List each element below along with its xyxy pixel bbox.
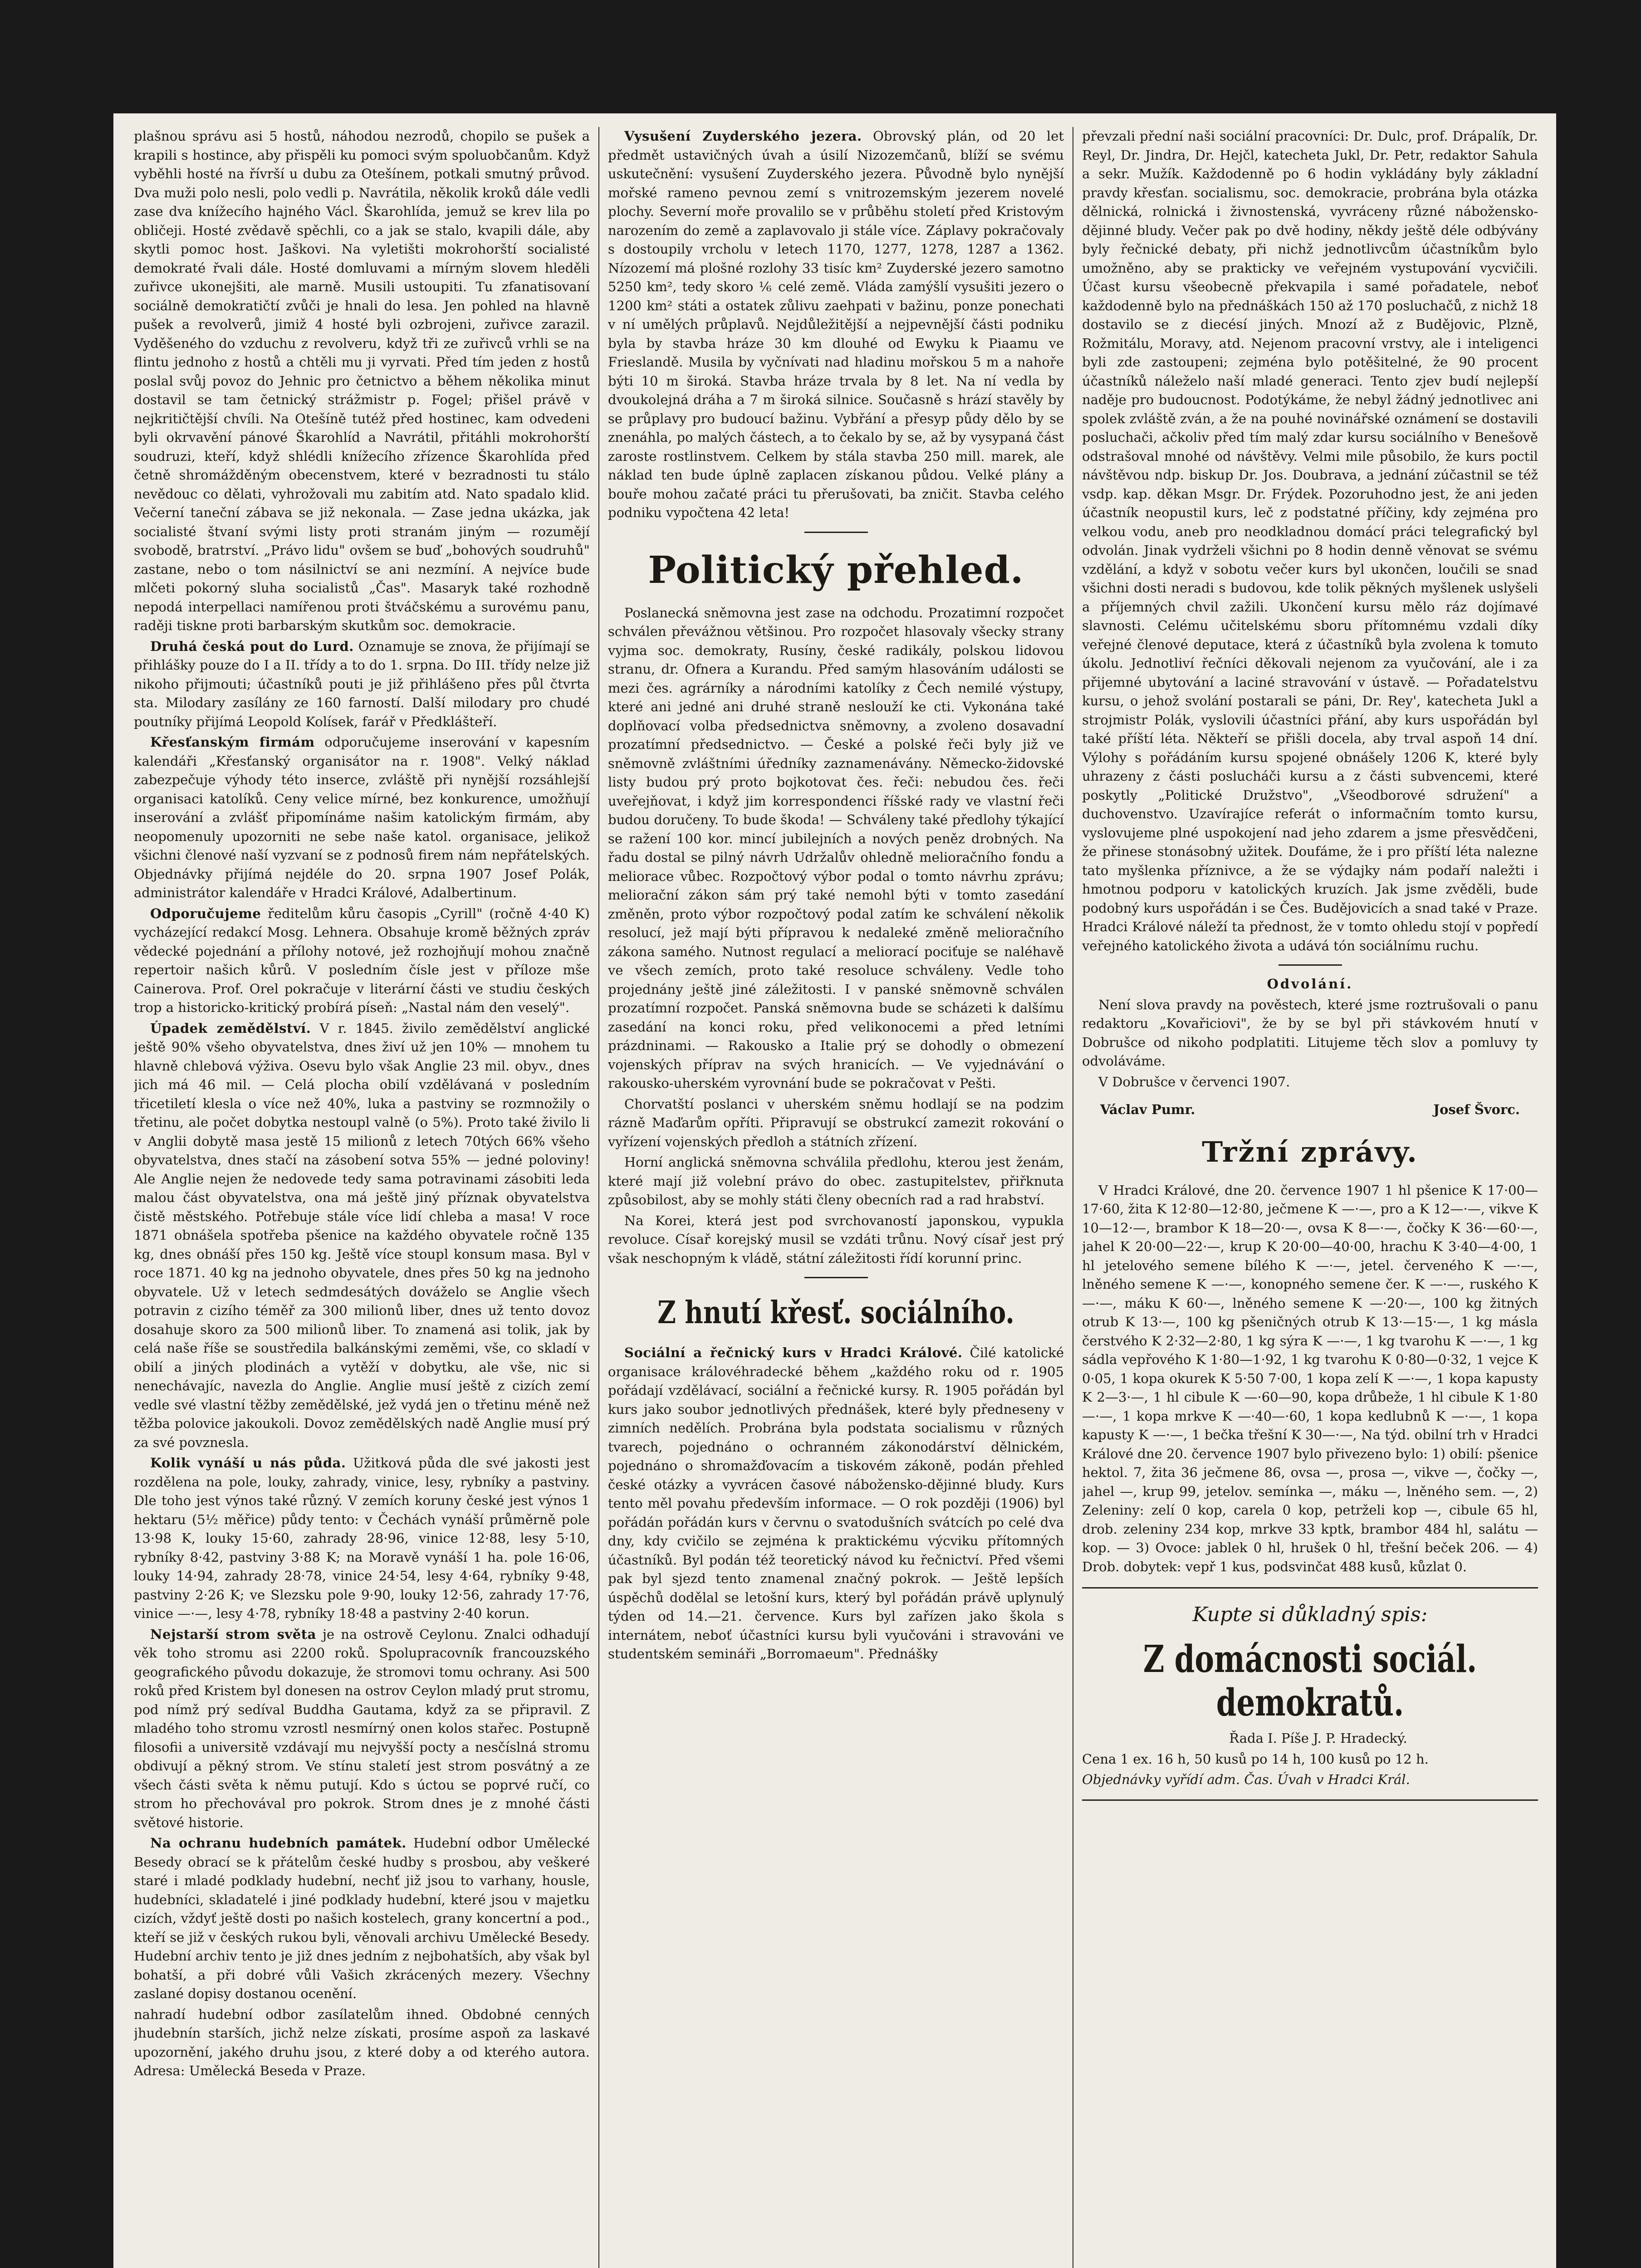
column-3: [1082, 127, 1538, 2268]
article-heading: Sociální a řečnický kurs v Hradci Králové.: [624, 1345, 963, 1360]
market-text: V Hradci Králové, dne 20. července 1907 1 hl pšenice K 17·00—17·60, žita K 12·80—12·80, ječmene K —·—, pro a K 12—·—, vikve K 10—12·—, brambor K 18—20·—, ovsa K 8—·—, čočky K 36·—60·—, jahel K 20·00—22·—, krup K 20·00—40·00, hrachu K 3·40—4·00, 1 hl jetelového semene bílého K —·—, jetel. červeného K —·—, lněného semene K —·—, konopného semene čer. K —·—, ruského K —·—, máku K 60·—, lněného semene K —·20·—, 100 kg žitných otrub K 13·—, 100 kg pšeničných otrub K 13·—15·—, 1 kg másla čerstvého K 2·32—2·80, 1 kg sýra K —·—, 1 kg tvarohu K —·—, 1 kg sádla vepřového K 1·80—1·92, 1 kg tvarohu K 0·80—0·32, 1 vejce K 0·05, 1 kopa okurek K 5·50 7·00, 1 kopa zelí K —·—, 1 kopa kapusty K 2—3·—, 1 hl cibule K —·60—90, kopa drůbeže, 1 hl cibule K 1·80—·—, 1 kopa mrkve K —·40—·60, 1 kopa kedlubnů K —·—, 1 kopa kapusty K —·—, 1 bečka třešní K 30—·—, Na týd. obilní trh v Hradci Králové dne 20. července 1907 bylo přivezeno bylo: 1) obilí: pšenice hektol. 7, žita 36 ječmene 86, ovsa —, prosa —, vikve —, čočky —, jahel —, krup 99, jetelov. semínka —, máku —, lněného sem. —, 2) Zeleniny: zelí 0 kop, carela 0 kop, petrželi kop —, cibule 65 hl, drob. zeleniny 234 kop, mrkve 33 kptk, brambor 484 hl, salátu — kop. — 3) Ovoce: jablek 0 hl, hrušek 0 hl, třešní beček 206. — 4) Drob. dobytek: vepř 1 kus, podsvinčat 488 kusů, kůzlat 0.: [1082, 1182, 1538, 1574]
column-1: [134, 127, 590, 2268]
article-text: ředitelům kůru časopis „Cyrill" (ročně 4·40 K) vycházející redakcí Mosg. Lehnera. Obsahuje kromě běžných zpráv vědecké pojednání a přílohy notové, jež rozhojňují mohou značně repertoir našich kůrů. V posledním čísle jest v příloze mše Cainerova. Prof. Orel pokračuje v literární části ve studiu českých trop a historicko-kritický probírá píseň: „Nastal nám den veselý".: [134, 905, 590, 1015]
article-text: Užitková půda dle své jakosti jest rozdělena na pole, louky, zahrady, vinice, lesy, rybníky a pastviny. Dle toho jest výnos také různý. V zemích koruny české jest výnos 1 hektaru (5½ měřice) půdy tento: v Čechách vynáší průměrně pole 13·98 K, louky 15·60, zahrady 28·96, vinice 12·88, lesy 5·10, rybníky 8·42, pastviny 3·88 K; na Moravě vynáší 1 ha. pole 16·06, louky 14·94, zahrady 28·78, vinice 24·54, lesy 4·64, rybníky 9·48, pastviny 2·26 K; ve Slezsku pole 9·90, louky 12·56, zahrady 17·76, vinice —·—, lesy 4·78, rybníky 18·48 a pastviny 2·40 korun.: [134, 1455, 590, 1621]
article-text: V r. 1845. živilo zemědělství anglické ještě 90% všeho obyvatelstva, dnes živí už jen 10% — mnohem tu hlavně chlebová výživa. Osevu bylo však Anglie 23 mil. obyv., dnes jich má 46 mil. — Celá plocha obilí vzdělávaná v posledním třicetiletí klesla o více než 40%, luka a pastviny se rozmnožily o třetinu, ale počet dobytka nestoupl valně (o 5%). Proto také živilo li v Anglii dobytě masa jestě 15 milionů z letech 70tých 66% všeho obyvatelstva, dnes stačí na zásobení sotva 55% — jedné poloviny! Ale Anglie nejen že nedovede tedy sama potravinami zásobiti leda malou část obyvatelstva, ona má ještě jiný příznak obyvatelstva čistě městského. Potřebuje stále více lidí chleba a masa! V roce 1871 obnášela spotřeba pšenice na každého obyvatele ročně 135 kg, dnes obnáší přes 150 kg. Ještě více stoupl konsum masa. Byl v roce 1871. 40 kg na jednoho obyvatele, dnes přes 50 kg na jednoho obyvatele. Už v letech sedmdesátých dováželo se Anglie všech potravin z cizího téměř za 300 milionů liber, dnes už tento dovoz dosahuje skoro za 500 milionů liber. To znamená asi tolik, jak by celá naše říše se soustředila balkánskými zeměmi, vše, co skladí v obilí a jiných plodinách a vytěží v dobytku, ale vše, nic si nenechávajíc, navezla do Anglie. Anglie musí ještě z cizích zemí vedle své vlastní těžby zemědělské, jež vydá jen o třetinu méně než těžba polovice jakoukoli. Dovoz zemědělských nadě Anglie musí prý za své povznesla.: [134, 1020, 590, 1450]
article-heading: Vysušení Zuyderského jezera.: [624, 128, 862, 144]
divider: [804, 1277, 868, 1278]
signature: Václav Pumr.: [1100, 1102, 1195, 1117]
article-heading: Druhá česká pout do Lurd.: [150, 638, 354, 654]
divider: [1279, 964, 1342, 966]
article-text: Poslanecká sněmovna jest zase na odchodu. Prozatimní rozpočet schválen převážnou většinou. Pro rozpočet hlasovaly všecky strany vyjma soc. demokraty, Rusíny, české radikály, polskou lidovou stranu, dr. Ofnera a Kurandu. Před samým hlasováním události se mezi čes. agrárníky a národními katolíky z Čech nemilé výstupy, které ani jedné ani druhé straně neslouží ke cti. Vykonána také doplňovací volba předsednictva sněmovny, a zvoleno dosavadní prozatímní předsednictvo. — České a polské řeči byly již ve sněmovně zvláštními úředníky zaznamenávány. Německo-židovské listy budou prý proto bojkotovat čes. řeči: nebudou čes. řeči uveřejňovat, i když jim korrespondenci říšské rady ve vlastní řeči budou doručeny. To bude škoda! — Schváleny také předlohy týkající se ražení 100 kor. mincí jubilejních a nových peněz drobných. Na řadu dostal se pilný návrh Udržalův ohledně melioračního fondu a meliorace vůbec. Rozpočtový výbor podal o tomto návrhu zprávu; meliorační zákon sám prý také nemohl býti v tomto zasedání změněn, proto výbor rozpočtový podal zatím ke schválení několik resolucí, jež mají býti přípravou k nedaleké změně melioračního zákona samého. Nutnost regulací a meliorací pociťuje se naléhavě ve všech zemích, proto také resoluce schváleny. Vedle toho projednány ještě jiné záležitosti. I v panské sněmovně schválen prozatímní rozpočet. Panská sněmovna bude se scházeti k dalšímu zasedání na konci roku, před velikonocemi a před letními prázdninami. — Rakousko a Italie prý se dohodly o obmezení vojenských příprav na svých hranicích. — Ve vyjednávání o rakousko-uherském vyrovnání bude se pokračovat v Pešti.: [608, 605, 1064, 1091]
ad-order: Objednávky vyřídí adm. Čas. Úvah v Hradci Král.: [1082, 1772, 1410, 1787]
newspaper-page: [113, 113, 1556, 2268]
article-text: Hudební odbor Umělecké Besedy obrací se k přátelům české hudby s prosbou, aby veškeré staré i mladé podklady hudební, nechť již jsou to varhany, housle, hudebníci, skladatelé i jiné podklady hudební, které jsou v majetku cizích, vždyť ještě dosti po našich kostelech, grany koncertní a pod., kteří se již v českých rukou byli, věnovali archivu Umělecké Besedy. Hudební archiv tento je již dnes jedním z nejbohatších, aby však byl bohatší, a při dobré vůli Vašich zkrácených mezery. Všechny zaslané dopisy dostanou ocenění.: [134, 1835, 590, 2001]
article-text: plašnou správu asi 5 hostů, náhodou nezrodů, chopilo se pušek a krapili s hostince, aby přispěli ku pomoci svým spoluobčanům. Když vyběhli hosté na řívrší u dubu za Otešínem, potkali smutný průvod. Dva muži polo nesli, polo vedli p. Navrátila, několik kroků dále vedli zase dva knížecího hajného Václ. Škarohlída, jemuž se krev lila po obličeji. Hosté zvědavě spěchli, co a jak se stalo, kvapili dále, aby skytli pomoc host. Jaškovi. Na vyletišti mokrohorští socialisté demokraté řvali dále. Hosté domluvami a mírným slovem hleděli zuřivce ukonejšiti, ale marně. Musili ustoupiti. Tu zfanatisovaní sociálně demokratičtí zvůči je hnali do lesa. Jen pohled na hlavně pušek a revolverů, jimiž 4 hosté byli ozbrojeni, zuřivce zarazil. Vyděšeného do vzduchu z revolveru, když tři ze zuřivců vrhli se na flintu jednoho z hostů a chtěli mu ji vyrvati. Před tím jeden z hostů poslal svůj povoz do Jehnic pro četnictvo a během několika minut dostavil se tam četnický strážmistr p. Fogel; přišel právě v nejkritičtější chvíli. Na Otešíně tutéž před hostinec, kam odvedeni byli okrvavění pánové Škarohlíd a Navrátil, přitáhli mokrohorští soudruzi, kteří, když shlédli knížecího zřízence Škarohlída před četně shromážděným obecenstvem, které v bezradnosti tu stálo nevědouc co dělati, vyhrožovali mu zabitím atd. Nato spadalo klid. Večerní taneční zábava se již nekonala. — Zase jedna ukázka, jak socialisté štvaní svými listy proti stranám jiným — rozumějí svobodě, bratrství. „Právo lidu" ovšem se buď „bohových soudruhů" zastane, nebo o tom násilnictví se ani nezmíní. A nejvíce bude mlčeti pokorný sluha socialistů „Čas". Masaryk také rozhodně nepodá interpellaci namířenou proti štváčskému a surovému panu, raději tiskne proti barbarským skutkům soc. demokracie.: [134, 128, 590, 633]
article-heading: Kolik vynáší u nás půda.: [150, 1455, 346, 1471]
ad-intro: Kupte si důkladný spis:: [1192, 1603, 1428, 1626]
signature: Josef Švorc.: [1433, 1102, 1520, 1117]
column-2: [608, 127, 1064, 2268]
notice-title: Odvolání.: [1267, 976, 1353, 992]
article-text: nahradí hudební odbor zasílatelům ihned. Obdobné cenných jhudebnín starších, jichž nelze získati, prosíme aspoň za laskavé upozornění, jakého druhu jsou, z které doby a od kterého autora. Adresa: Umělecká Beseda v Praze.: [134, 2006, 590, 2078]
column-rule: [598, 127, 599, 2268]
article-heading: Odporučujeme: [150, 905, 261, 921]
article-text: Chorvatští poslanci v uherském sněmu hodlají se na podzim rázně Maďarům opříti. Připravují se obstrukcí zamezit rokování o vyřízení vojenských předloh a státních zřízení.: [608, 1096, 1064, 1149]
article-heading: Úpadek zemědělství.: [150, 1020, 311, 1036]
section-title-social: Z hnutí křesť. sociálního.: [657, 1295, 1014, 1331]
advertisement: [1082, 1587, 1538, 1801]
article-heading: Křesťanským firmám: [150, 734, 315, 750]
section-title-political: Politický přehled.: [648, 548, 1024, 592]
ad-title: Z domácnosti sociál. demokratů.: [1143, 1637, 1477, 1725]
article-text: převzali přední naši sociální pracovníci: Dr. Dulc, prof. Drápalík, Dr. Reyl, Dr. Jindra, Dr. Hejčl, katecheta Jukl, Dr. Petr, redaktor Sahula a sekr. Mužík. Každodenně po 6 hodin vykládány byly základní pravdy křesťan. socialismu, soc. demokracie, probrána byla otázka dělnická, rolnická i živnostenská, vyvráceny různé nábožensko-dějinné bludy. Večer pak po dvě hodiny, někdy ještě déle odbývány byly řečnické debaty, při nichž jednotlivcům účastníkům bylo umožněno, aby se prakticky ve veřejném vystupování vycvičili. Účast kursu všeobecně překvapila i samé pořadatele, neboť každodenně bylo na přednáškách 150 až 170 posluchačů, z nichž 18 dostavilo se z diecésí jiných. Mnozí až z Budějovic, Plzně, Rožmitálu, Moravy, atd. Nejenom pracovní vrstvy, ale i inteligenci byli zde zastoupeni; zejména bylo potěšitelné, že 90 procent účastníků náleželo naší mladé generaci. Tento zjev budí nejlepší naděje pro budoucnost. Podotýkáme, že nebyl žádný jednotlivec ani spolek zvláště zván, a že na pouhé novinářské oznámení se dostavili posluchači, ačkoliv před tím malý zdar kursu sociálního v Benešově odstrašoval mnohé od návštěvy. Velmi mile působilo, že kurs poctil návštěvou ndp. biskup Dr. Jos. Doubrava, a jednání zúčastnil se též vsdp. kap. děkan Msgr. Dr. Frýdek. Pozoruhodno jest, že ani jeden účastník neopustil kurs, leč z podstatné příčiny, kdy zejména pro velkou vodu, aneb pro neodkladnou domácí práci telegrafický byl odvolán. Jinak vydrželi všichni po 8 hodin denně věnovat se svému vzdělání, a když v sobotu večer kurs byl ukončen, loučili se snad všichni dosti neradi s budovou, kde tolik pěkných myšlenek uslyšeli a příjemných chvil zažili. Ukončení kursu mělo ráz dojímavé slavnosti. Celému učitelskému sboru přítomnému vzdali díky veřejné členové deputace, která z účastníků byla zvolena k tomuto úkolu. Jednotliví řečníci děkovali nejenom za vyučování, ale i za přijemné ubytování a laciné stravování v ústavě. — Pořadatelstvu kursu, o jehož svolání postarali se páni, Dr. Rey', katecheta Jukl a strojmistr Polák, vyslovili účastníci přání, aby kurs uspořádán byl také příští léta. Někteří se přišli docela, aby trval aspoň 14 dní. Výlohy s pořádáním kursu spojené obnášely 1206 K, které byly uhrazeny z části poslucháči kursu a z části subvencemi, které poskytly „Politické Družstvo", „Všeodborové sdružení" a duchovenstvo. Uzavírajíce referát o informačním tomto kursu, vyslovujeme plné uspokojení nad jeho zdarem a jsme přesvědčeni, že přinese stonásobný užitek. Doufáme, že i pro příští léta nalezne tato myšlenka příznivce, a že se výdajky nám podaří naležti i hmotnou podporu v katolických kruzích. Jak jsme zvěděli, bude podobný kurs uspořádán i se Čes. Budějovicích a snad také v Praze. Hradci Králové náleží ta přednost, že v tomto ohledu stojí v popředí veřejného katolického života a udává tón sociálnímu ruchu.: [1082, 128, 1538, 953]
article-text: odporučujeme inserování v kapesním kalendáři „Křesťanský organisátor na r. 1908". Velký náklad zabezpečuje výhody této inserce, zvláště při nynější rozsáhlejší organisaci katolíků. Ceny velice mírné, bez konkurence, umožňují inserování a zvlášť připomínáme našim katolickým firmám, aby neopomenuly upozorniti ne sebe naše katol. organisace, jelikož všichni členové naší vyzvaní se z podnosů firem nám nepřátelských. Objednávky přijímá nejdéle do 20. srpna 1907 Josef Polák, administrátor kalendáře v Hradci Králové, Adalbertinum.: [134, 734, 590, 900]
article-text: Obrovský plán, od 20 let předmět ustavičných úvah a úsilí Nizozemčanů, blíží se svému uskutečnění: vysušení Zuyderského jezera. Původně bylo nynější mořské rameno pevnou zemí s vnitrozemským jezerem novelé plochy. Severní moře provalilo se v průběhu století před Kristovým narozením do země a zaplavovalo ji stále více. Záplavy pokračovaly s dostoupily vrcholu v letech 1170, 1277, 1278, 1287 a 1362. Nízozemí má plošné rozlohy 33 tisíc km² Zuyderské jezero samotno 5250 km², tedy skoro ⅙ celé země. Vláda zamýšlí vysušiti jezero o 1200 km² státi a ostatek zůlivu zaehpati v bažinu, ponze ponechati v ní umělých průplavů. Nejdůležitější a nejpevnější části podniku byla by stavba hráze 30 km dlouhé od Ewyku k Piaamu ve Frieslandě. Musila by vyčnívati nad hladinu mořskou 5 m a nahoře býti 10 m široká. Stavba hráze trvala by 8 let. Na ní vedla by dvoukolejná dráha a 7 m široká silnice. Současně s hrází stavěly by se průplavy pro budoucí bažinu. Vybřání a přesyp půdy dělo by se znenáhla, po malých částech, a to čekalo by se, až by vysypaná část zaroste rostlinstvem. Celkem by stála stavba 250 mill. marek, ale náklad ten bude úplně zaplacen získanou půdou. Velké plány a bouře mohou začaté práci tu přerušovati, ba zničit. Stavba celého podniku vypočtena 42 leta!: [608, 128, 1064, 520]
article-text: Na Korei, která jest pod svrchovaností japonskou, vypukla revoluce. Císař korejský musil se vzdáti trůnu. Nový císař jest prý však neschopným k vládě, státní záležitosti řídí korunní princ.: [608, 1212, 1064, 1266]
ad-price: Cena 1 ex. 16 h, 50 kusů po 14 h, 100 kusů po 12 h.: [1082, 1751, 1429, 1767]
article-text: Horní anglická sněmovna schválila předlohu, kterou jest ženám, které mají již volební právo do obec. zastupitelstev, přiřknuta způsobilost, aby se mohly státi členy obecních rad a rad hrabství.: [608, 1154, 1064, 1207]
signatures: [1100, 1100, 1520, 1119]
notice-text: Není slova pravdy na pověstech, které jsme roztrušovali o panu redaktoru „Kovařiciovi", že by se byl při stávkovém hnutí v Dobrušce od nikoho podplatiti. Litujeme těch slov a pomluvy ty odvoláváme.: [1082, 997, 1538, 1069]
article-text: je na ostrově Ceylonu. Znalci odhadují věk toho stromu asi 2200 roků. Spolupracovník francouzského geografického původu dokazuje, že stromovi tomu ochrany. Asi 500 roků před Kristem byl donesen na ostrov Ceylon mladý prut stromu, pod nímž prý sedíval Buddha Gautama, když za se připravil. Z mladého toho stromu vzrostl nesmírný onen kolos stařec. Postupně filosofii a universitě vzdávají mu nejvyšší pocty a nesčíslná stromu obdivují a pěkný strom. Ve stínu staletí jest strom posvátný a ze všech části světa k němu putují. Kdo s úctou se poprvé ručí, co strom ho přechovával pro pokrok. Strom dnes je z mnohé části světové historie.: [134, 1626, 590, 1830]
article-heading: Na ochranu hudebních památek.: [150, 1835, 407, 1851]
article-text: Oznamuje se znova, že přijímají se přihlášky pouze do I a II. třídy a to do 1. srpna. Do III. třídy nelze již nikoho přijmouti; účastníků pouti je již přihlášeno přes půl čtvrta sta. Milodary zasílány ze 160 farností. Další milodary pro chudé poutníky přijímá Leopold Kolísek, farář v Předklášteří.: [134, 638, 590, 729]
divider: [804, 532, 868, 533]
ad-subtitle: Řada I. Píše J. P. Hradecký.: [1229, 1730, 1407, 1746]
section-title-market: Tržní zprávy.: [1202, 1135, 1418, 1168]
article-heading: Nejstarší strom světa: [150, 1626, 316, 1642]
article-text: Čilé katolické organisace královéhradecké během „každého roku od r. 1905 pořádají vzdělávací, sociální a řečnické kursy. R. 1905 pořádán byl kurs jako soubor jednotlivých přednášek, které byly předneseny v zimních nedělích. Probrána byla podstata socialismu v různých tvarech, pojednáno o ochranném zákonodárství dělnickém, pojednáno o shromažďovacím a tiskovém zákoně, podán přehled české otázky a vyvrácen časové nábožensko-dějinné bludy. Kurs tento měl povahu především informace. — O rok později (1906) byl pořádán pořádán kurs v červnu o svatodušních svátcích po celé dva dny, kdy cvičilo se zejména k praktickému výcviku přítomných účastníků. Byl podán též teoretický návod ku řečnictví. Před všemi pak byl sjezd tento znamenal značný pokrok. — Ještě lepších úspěchů dodělal se letošní kurs, který byl pořádán právě uplynulý týden od 14.—21. července. Kurs byl zařízen jako škola s internátem, neboť účastníci kursu byli vyučováni i stravováni ve studentském semináři „Borromaeum". Přednášky: [608, 1345, 1064, 1662]
notice-place: V Dobrušce v červenci 1907.: [1098, 1074, 1290, 1090]
